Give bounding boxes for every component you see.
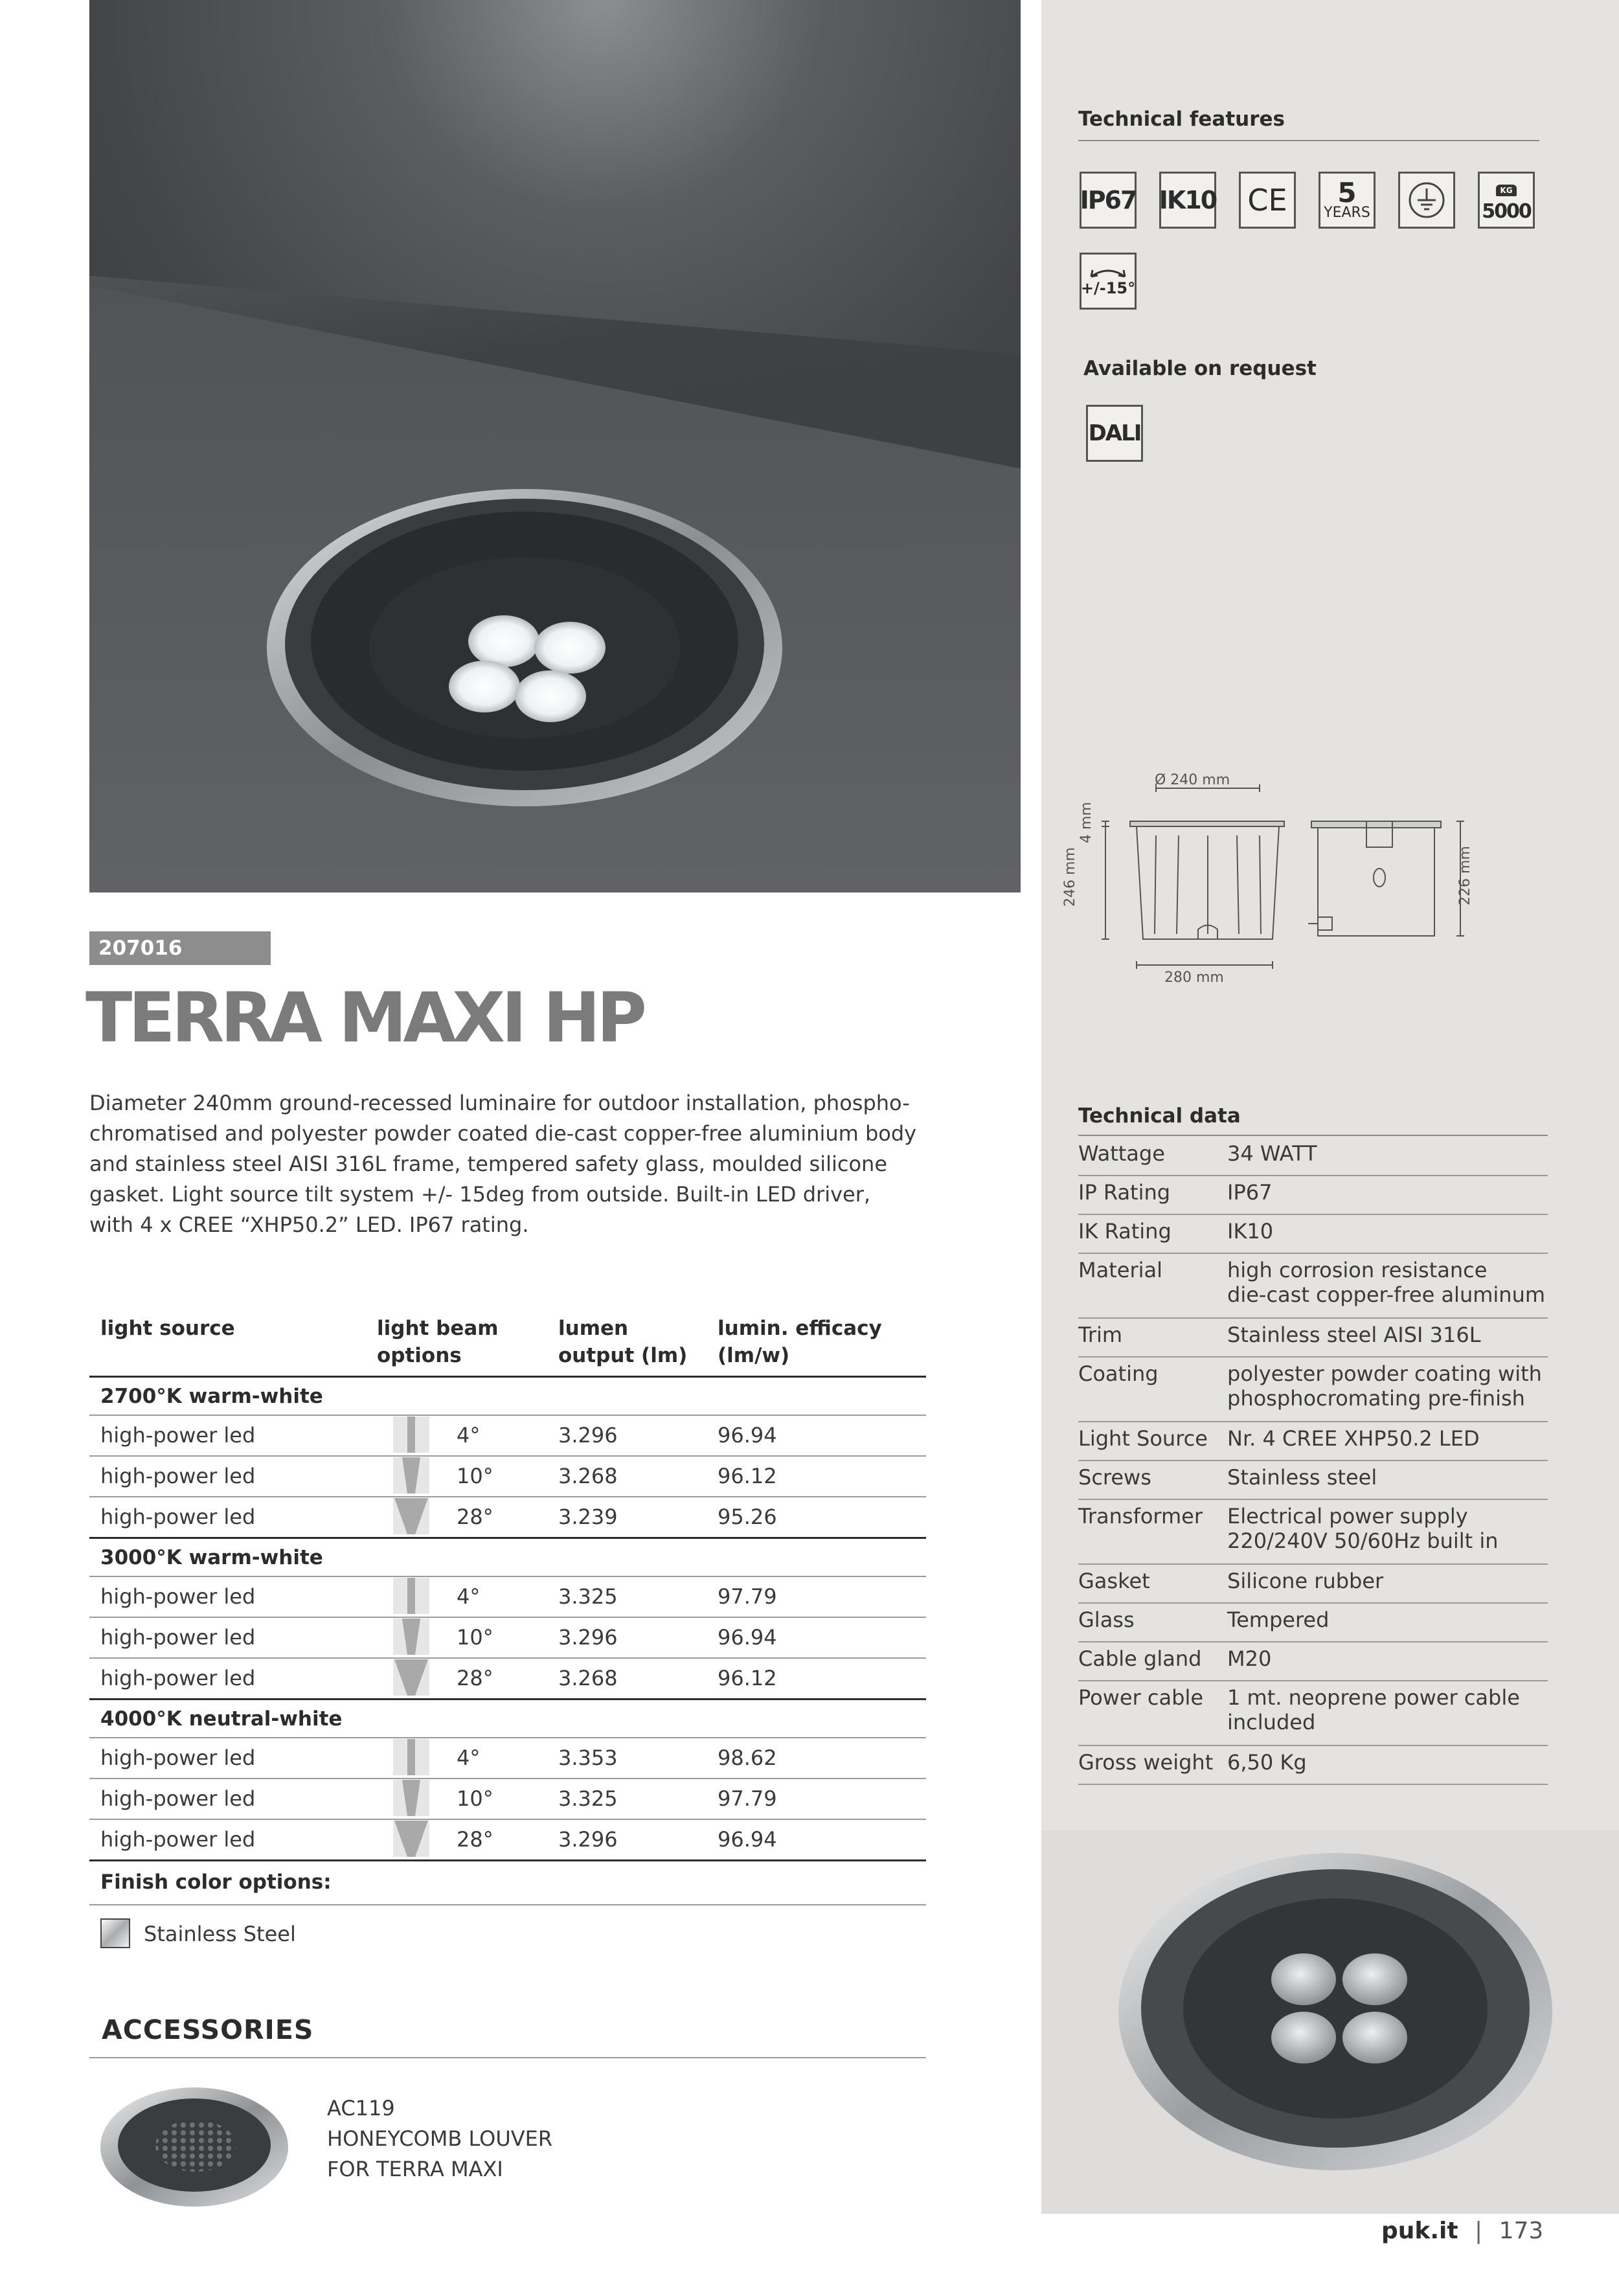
light-source-cell: high-power led [100,1584,256,1609]
table-rule [89,1819,926,1820]
tech-data-key: Trim [1078,1323,1123,1347]
tech-data-value [1227,1323,1481,1347]
table-rule [89,1376,926,1378]
beam-angle-cell: 4° [457,1423,481,1448]
beam-angle-icon [393,1457,429,1494]
tech-data-value-line: Electrical power supply [1227,1504,1468,1529]
tech-data-key: Power cable [1078,1685,1204,1710]
tech-data-value [1227,1504,1499,1553]
beam-angle-icon [393,1416,429,1453]
tech-data-value-line: IP67 [1227,1180,1273,1205]
efficacy-cell: 98.62 [718,1745,777,1770]
tech-data-row [1078,1317,1548,1358]
tech-data-value-line: Silicone rubber [1227,1569,1384,1593]
beam-shape [393,1739,429,1775]
table-rule [89,1698,926,1700]
tech-data-value-line: phosphocromating pre-finish [1227,1386,1525,1411]
tech-data-value-line: Tempered [1227,1608,1330,1632]
tech-data-value-line: Stainless steel [1227,1465,1377,1490]
dali-icon: DALI [1086,405,1143,462]
tech-data-key: Coating [1078,1361,1159,1386]
beam-shape [393,1821,429,1857]
side-height-dimension: 226 mm [1457,846,1473,905]
tech-data-row [1078,1680,1548,1746]
body-height-dimension: 246 mm [1062,847,1078,907]
available-on-request-title: Available on request [1083,357,1317,380]
beam-angle-cell: 28° [457,1505,493,1529]
frame-height-dimension: 4 mm [1078,802,1094,843]
lumen-output-cell: 3.268 [558,1464,618,1488]
lumen-output-cell: 3.353 [558,1745,618,1770]
header-light-beam: light beam options [377,1317,499,1367]
accessory-desc-line: HONEYCOMB LOUVER [327,2126,553,2151]
honeycomb-louver-photo [97,2082,291,2212]
color-temperature-group: 4000°K neutral-white [100,1707,343,1731]
lumen-output-cell: 3.296 [558,1423,618,1448]
header-luminous-efficacy: lumin. efficacy (lm/w) [718,1317,882,1367]
tech-data-value [1227,1685,1520,1734]
tech-data-key: Light Source [1078,1426,1208,1451]
light-source-cell: high-power led [100,1625,256,1650]
tech-data-row [1078,1356,1548,1422]
five-years-warranty-icon: 5 YEARS [1319,172,1376,229]
tech-data-row [1078,1499,1548,1565]
light-source-cell: high-power led [100,1464,256,1488]
tech-data-value [1227,1180,1272,1205]
accessory-desc-line: FOR TERRA MAXI [327,2157,503,2181]
tech-data-value-line: Nr. 4 CREE XHP50.2 LED [1227,1426,1480,1451]
tech-data-value-line: high corrosion resistance [1227,1258,1488,1282]
light-source-cell: high-power led [100,1745,256,1770]
light-source-cell: high-power led [100,1827,256,1852]
accessories-title: ACCESSORIES [102,2014,314,2045]
tech-data-value [1227,1426,1480,1451]
description-line: chromatised and polyester powder coated die-cast copper-free aluminium body [89,1121,917,1146]
table-rule [89,1617,926,1618]
accessory-item [327,2093,552,2185]
color-temperature-group: 2700°K warm-white [100,1385,323,1408]
product-code: 207016 [89,931,271,965]
footer-separator: | [1475,2218,1483,2244]
lumen-output-cell: 3.325 [558,1786,618,1811]
tech-data-value-line: polyester powder coating with [1227,1361,1542,1386]
tech-data-key: Screws [1078,1465,1151,1490]
product-title: TERRA MAXI HP [85,978,643,1058]
table-rule [89,1657,926,1659]
lumen-output-cell: 3.325 [558,1584,618,1609]
hero-photo [89,0,1021,892]
tech-data-value-line: Stainless steel AISI 316L [1227,1323,1481,1347]
beam-shape [393,1619,429,1655]
efficacy-cell: 95.26 [718,1505,777,1529]
beam-angle-icon [393,1619,429,1655]
tech-data-row [1078,1421,1548,1461]
page-footer [1381,2218,1543,2244]
efficacy-cell: 96.94 [718,1625,777,1650]
product-photo [1041,1830,1619,2214]
accessory-code: AC119 [327,2096,395,2120]
tech-data-value [1227,1569,1383,1593]
page-number: 173 [1499,2218,1544,2244]
beam-angle-icon [393,1659,429,1696]
efficacy-cell: 96.94 [718,1827,777,1852]
tilt-arrow-symbol [1087,265,1129,279]
tech-data-row [1078,1460,1548,1500]
technical-features-title: Technical features [1078,108,1285,131]
tech-data-key: Transformer [1078,1504,1203,1529]
beam-angle-cell: 10° [457,1625,493,1650]
beam-angle-icon [393,1498,429,1534]
lumen-output-cell: 3.239 [558,1505,618,1529]
beam-angle-cell: 28° [457,1827,493,1852]
header-lumen-output: lumen output (lm) [558,1317,688,1367]
tech-data-key: Cable gland [1078,1646,1202,1671]
beam-angle-cell: 10° [457,1464,493,1488]
light-source-cell: high-power led [100,1786,256,1811]
beam-angle-icon [393,1821,429,1857]
beam-angle-icon [393,1739,429,1775]
table-rule [89,1496,926,1497]
bottom-width-dimension: 280 mm [1164,970,1224,986]
lumen-output-cell: 3.296 [558,1827,618,1852]
tech-data-value [1227,1646,1271,1671]
beam-angle-icon [393,1578,429,1614]
beam-shape [393,1578,429,1614]
tech-data-row [1078,1563,1548,1604]
earth-ground-icon [1398,172,1455,229]
tilt-icon: +/-15° [1080,253,1137,310]
beam-angle-cell: 28° [457,1666,493,1690]
ip67-icon: IP67 [1080,172,1137,229]
finish-option-label: Stainless Steel [144,1922,296,1946]
luminaire-photo [89,0,1021,892]
tech-data-row [1078,1214,1548,1254]
tech-data-row [1078,1253,1548,1319]
efficacy-cell: 97.79 [718,1584,777,1609]
description-line: with 4 x CREE “XHP50.2” LED. IP67 rating. [89,1212,529,1237]
tech-data-value [1227,1608,1329,1632]
beam-shape [393,1457,429,1494]
tech-data-row [1078,1602,1548,1642]
color-temperature-group: 3000°K warm-white [100,1546,323,1569]
finish-title: Finish color options: [100,1870,332,1894]
table-rule [89,1778,926,1779]
ik10-icon: IK10 [1159,172,1216,229]
beam-angle-cell: 10° [457,1786,493,1811]
tech-data-key: Gross weight [1078,1750,1214,1775]
tech-data-value [1227,1219,1273,1244]
table-rule [89,1537,926,1539]
diameter-dimension: Ø 240 mm [1155,772,1230,788]
tech-data-value-line: 34 WATT [1227,1141,1317,1166]
tech-data-key: IP Rating [1078,1180,1171,1205]
tech-data-value-line: included [1227,1710,1316,1734]
tech-data-value-line: M20 [1227,1646,1272,1671]
beam-shape [393,1780,429,1816]
tech-data-value-line: 6,50 Kg [1227,1750,1307,1775]
table-rule [89,1415,926,1416]
stainless-steel-swatch-icon [100,1918,130,1948]
tech-data-row [1078,1641,1548,1681]
site-link[interactable]: puk.it [1381,2218,1458,2244]
weight-load-icon: KG 5000 [1478,172,1535,229]
luminaire-top-view [1041,1830,1619,2214]
table-rule [89,1737,926,1738]
description-line: and stainless steel AISI 316L frame, tempered safety glass, moulded silicone [89,1152,887,1176]
beam-shape [393,1416,429,1453]
light-source-cell: high-power led [100,1666,256,1690]
beam-angle-cell: 4° [457,1745,481,1770]
efficacy-cell: 96.12 [718,1666,777,1690]
light-source-cell: high-power led [100,1423,256,1448]
tech-data-key: Glass [1078,1608,1135,1632]
tech-data-value [1227,1750,1307,1775]
tech-data-key: Material [1078,1258,1162,1282]
tech-data-value [1227,1361,1542,1411]
tech-data-value-line: die-cast copper-free aluminum [1227,1282,1546,1307]
divider [89,1904,926,1905]
tech-data-value-line: 1 mt. neoprene power cable [1227,1685,1520,1710]
table-rule [89,1859,926,1861]
light-source-cell: high-power led [100,1505,256,1529]
tech-data-row [1078,1136,1548,1176]
beam-angle-cell: 4° [457,1584,481,1609]
tech-data-key: Wattage [1078,1141,1165,1166]
technical-drawing [1072,764,1486,991]
tech-data-value-line: 220/240V 50/60Hz built in [1227,1529,1499,1553]
divider [1078,140,1539,141]
product-description [89,1088,951,1240]
efficacy-cell: 96.12 [718,1464,777,1488]
lumen-output-cell: 3.268 [558,1666,618,1690]
earth-ground-symbol [1407,181,1446,220]
efficacy-cell: 97.79 [718,1786,777,1811]
tech-data-value [1227,1465,1377,1490]
ce-mark-icon: CE [1239,172,1296,229]
table-rule [89,1455,926,1457]
tech-data-value [1227,1141,1317,1166]
description-line: gasket. Light source tilt system +/- 15deg from outside. Built-in LED driver, [89,1182,871,1207]
header-light-source: light source [100,1317,235,1340]
beam-shape [393,1659,429,1696]
beam-shape [393,1498,429,1534]
tech-data-row [1078,1745,1548,1785]
beam-angle-icon [393,1780,429,1816]
table-rule [89,1576,926,1577]
tech-data-key: Gasket [1078,1569,1150,1593]
tech-data-row [1078,1175,1548,1215]
technical-data-title: Technical data [1078,1104,1241,1128]
tech-data-value [1227,1258,1545,1307]
description-line: Diameter 240mm ground-recessed luminaire for outdoor installation, phospho- [89,1091,910,1115]
lumen-output-cell: 3.296 [558,1625,618,1650]
efficacy-cell: 96.94 [718,1423,777,1448]
tech-data-value-line: IK10 [1227,1219,1274,1244]
divider [89,2057,926,2058]
tech-data-key: IK Rating [1078,1219,1172,1244]
